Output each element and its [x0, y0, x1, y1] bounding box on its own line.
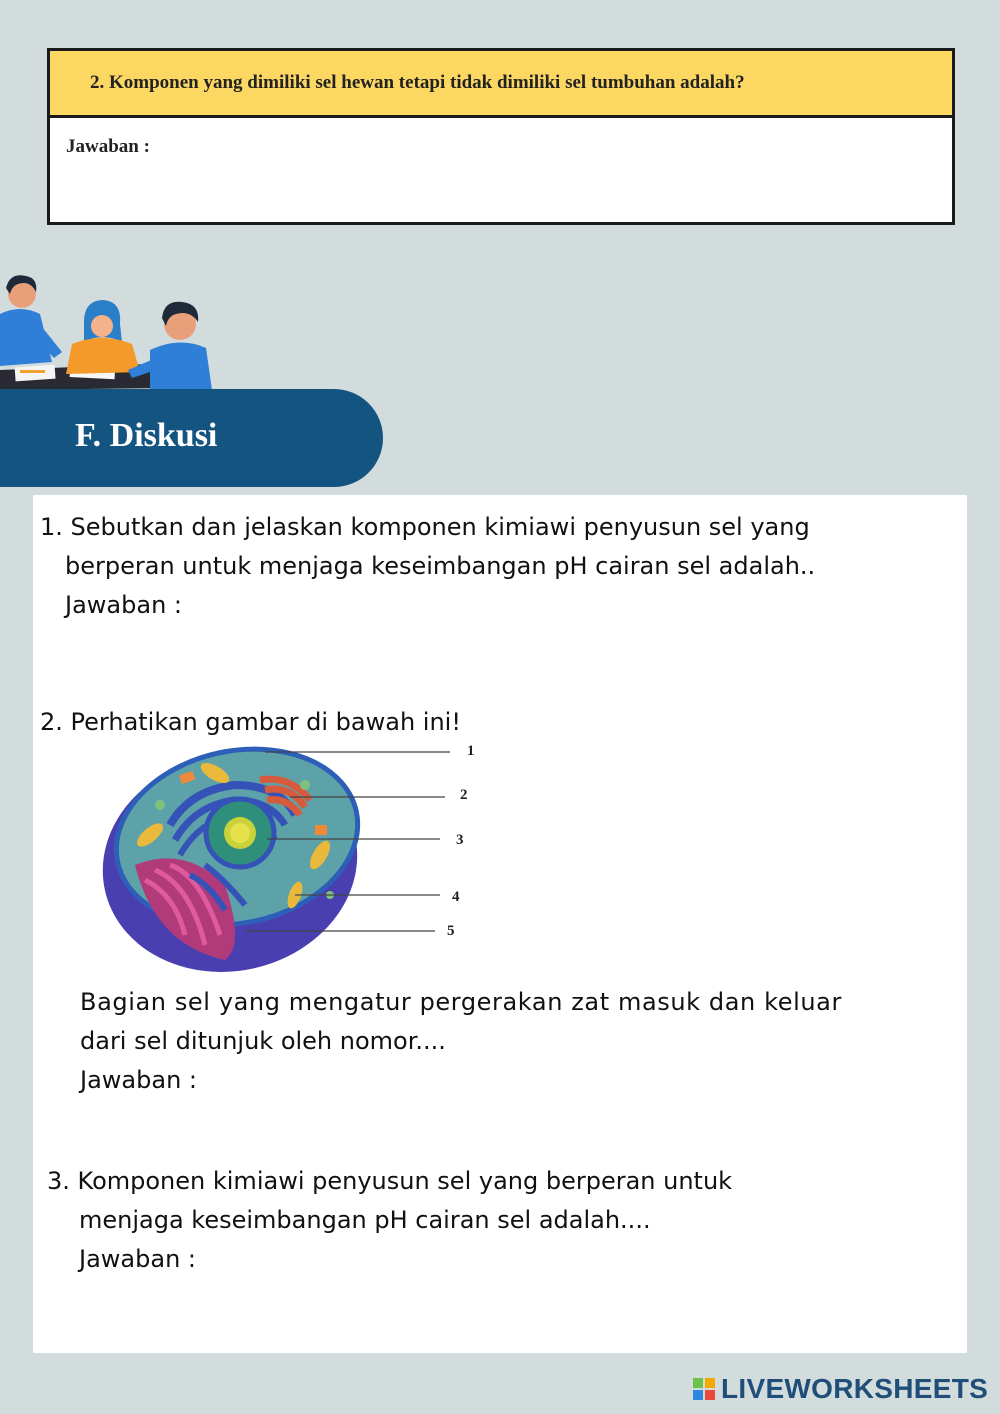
cell-label-1: 1 — [467, 745, 475, 759]
section-title: F. Diskusi — [75, 417, 218, 454]
brand-name: LIVEWORKSHEETS — [721, 1373, 989, 1404]
cell-label-5: 5 — [447, 923, 455, 939]
question-3 — [47, 1162, 732, 1279]
question-2-line-1: Bagian sel yang mengatur pergerakan zat masuk dan keluar — [80, 988, 842, 1016]
question-1-line-2: berperan untuk menjaga keseimbangan pH cairan sel adalah.. — [65, 552, 816, 580]
question-2-body — [80, 983, 950, 1100]
question-2-intro — [40, 703, 461, 742]
section-banner — [0, 389, 383, 487]
answer-label: Jawaban : — [66, 136, 150, 157]
question-box — [47, 48, 955, 225]
question-header: 2. Komponen yang dimiliki sel hewan tetapi tidak dimiliki sel tumbuhan adalah? — [50, 51, 952, 118]
question-3-answer-label: Jawaban : — [79, 1245, 196, 1273]
cell-label-2: 2 — [460, 787, 468, 803]
question-1 — [40, 508, 815, 625]
question-2-line-2: dari sel ditunjuk oleh nomor.... — [80, 1027, 446, 1055]
cell-label-4: 4 — [452, 889, 460, 905]
question-1-answer-label: Jawaban : — [65, 591, 182, 619]
cell-label-3: 3 — [456, 832, 464, 848]
animal-cell-diagram — [95, 745, 495, 985]
question-2-intro-text: 2. Perhatikan gambar di bawah ini! — [40, 708, 461, 736]
liveworksheets-logo-icon — [693, 1378, 715, 1400]
question-3-line-1: 3. Komponen kimiawi penyusun sel yang berperan untuk — [47, 1167, 733, 1195]
students-illustration — [0, 262, 230, 392]
question-3-line-2: menjaga keseimbangan pH cairan sel adalah.... — [79, 1206, 651, 1234]
question-1-line-1: 1. Sebutkan dan jelaskan komponen kimiawi penyusun sel yang — [40, 513, 810, 541]
question-2-answer-label: Jawaban : — [80, 1066, 197, 1094]
